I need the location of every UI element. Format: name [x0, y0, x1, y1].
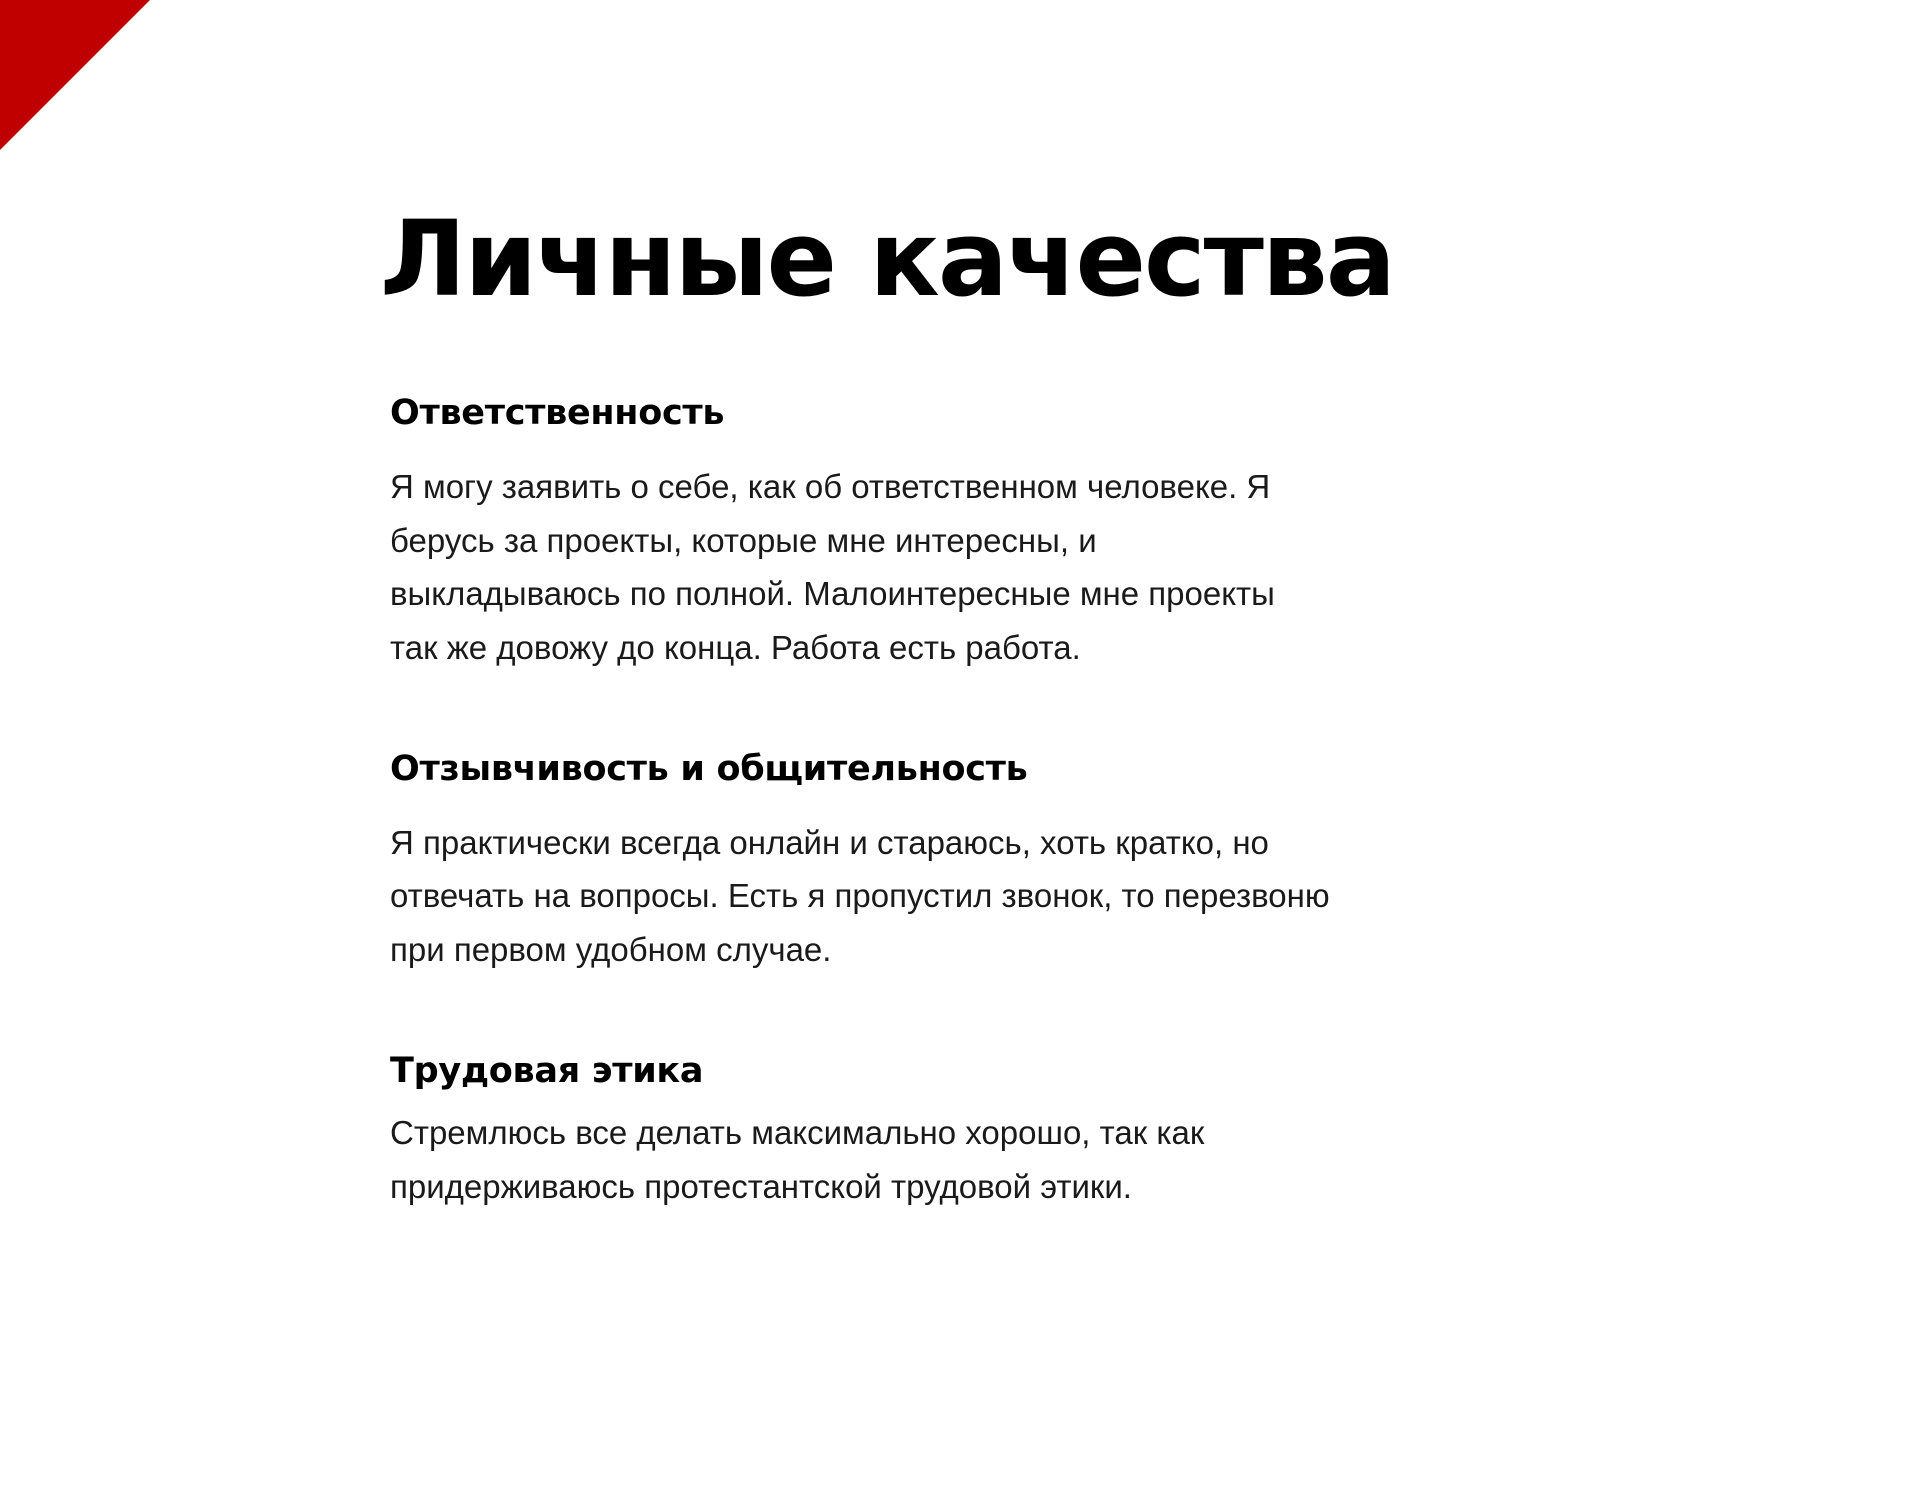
section-body: Я могу заявить о себе, как об ответственном человеке. Я берусь за проекты, которые мне интересны, и выкладываюсь по полной. Малоинтересные мне проекты так же довожу до конца. Работа есть работа.	[390, 468, 1275, 666]
section-body: Я практически всегда онлайн и стараюсь, хоть кратко, но отвечать на вопросы. Есть я пропустил звонок, то перезвоню при первом удобном случае.	[390, 824, 1330, 968]
section-responsiveness	[390, 748, 1760, 976]
section-heading: Трудовая этика	[390, 1051, 704, 1092]
section-responsibility	[390, 392, 1760, 674]
slide-content	[380, 0, 1760, 1213]
red-triangle-corner-icon	[0, 0, 150, 150]
section-body: Стремлюсь все делать максимально хорошо, так как придерживаюсь протестантской трудовой этики.	[390, 1114, 1205, 1205]
section-work-ethic	[390, 1050, 1760, 1213]
section-heading: Ответственность	[390, 393, 725, 434]
sections-list	[380, 392, 1760, 1213]
section-heading: Отзывчивость и общительность	[390, 749, 1028, 789]
page-title: Личные качества	[380, 198, 1394, 320]
